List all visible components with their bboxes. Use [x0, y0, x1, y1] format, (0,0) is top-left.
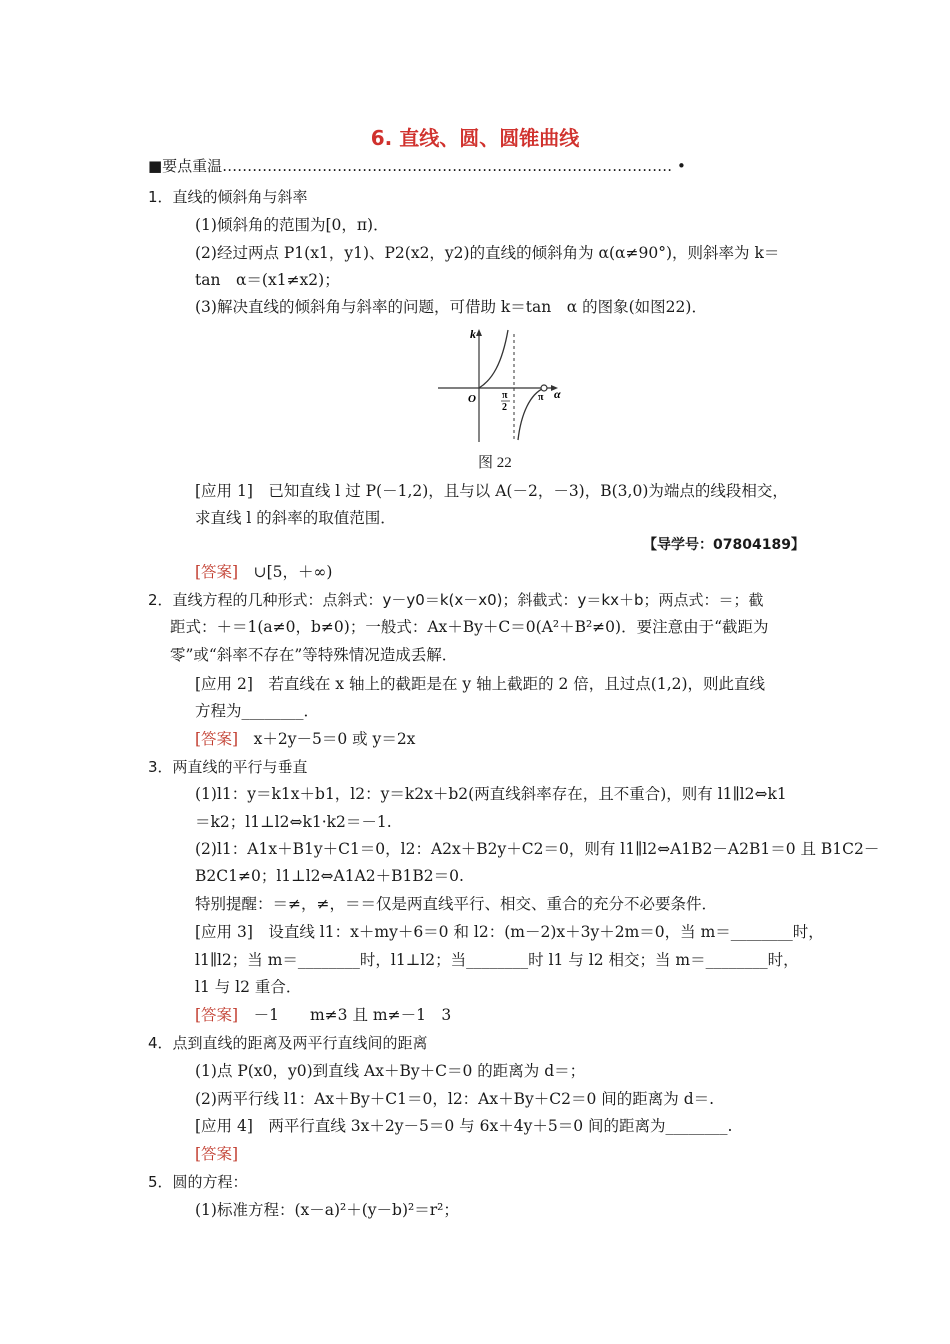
application-4: [应用 4] 两平行直线 3x＋2y－5＝0 与 6x＋4y＋5＝0 间的距离为________.: [195, 1117, 733, 1135]
answer-4: [195, 1144, 238, 1164]
answer-label: [答案]: [195, 1006, 239, 1024]
k-axis-label: k: [470, 327, 476, 341]
section-header-key-points: ■要点重温……………………………………………………………………………… •: [148, 157, 686, 175]
application-1-line-a: [应用 1] 已知直线 l 过 P(－1,2)，且与以 A(－2，－3)，B(3,0)为端点的线段相交，: [195, 482, 788, 500]
heading-distance: 4．点到直线的距离及两平行直线间的距离: [148, 1034, 428, 1052]
line-forms-line-3: 零”或“斜率不存在”等特殊情况造成丢解．: [170, 646, 458, 664]
heading-circle-equation: 5．圆的方程：: [148, 1173, 248, 1191]
line-forms-line-2: 距式：＋＝1(a≠0，b≠0)；一般式：Ax＋By＋C＝0(A²＋B²≠0)．要注意由于“截距为: [170, 618, 769, 636]
pi-tick-label: π: [538, 392, 544, 403]
answer-3: [195, 1005, 451, 1025]
answer-1: [195, 562, 332, 582]
paragraph-standard-form: (1)标准方程：(x－a)²＋(y－b)²＝r²；: [195, 1201, 459, 1219]
half-pi-denominator: 2: [502, 402, 507, 413]
application-3-line-b: l1∥l2；当 m＝________时，l1⊥l2；当________时 l1 与 l2 相交；当 m＝________时，: [195, 951, 799, 969]
application-2-line-a: [应用 2] 若直线在 x 轴上的截距是在 y 轴上截距的 2 倍，且过点(1,2)，则此直线: [195, 675, 766, 693]
line-forms-line-1: 2．直线方程的几种形式：点斜式：y－y0＝k(x－x0)；斜截式：y＝kx＋b；两点式：＝；截: [148, 591, 764, 609]
paragraph-parallel-lines-distance: (2)两平行线 l1：Ax＋By＋C1＝0，l2：Ax＋By＋C2＝0 间的距离为 d＝.: [195, 1090, 715, 1108]
figure-caption: 图 22: [478, 455, 512, 471]
application-3-line-a: [应用 3] 设直线 l1：x＋my＋6＝0 和 l2：(m－2)x＋3y＋2m＝0，当 m＝________时，: [195, 923, 824, 941]
answer-label: [答案]: [195, 730, 239, 748]
application-1-line-b: 求直线 l 的斜率的取值范围．: [195, 509, 396, 527]
half-pi-numerator: π: [502, 390, 508, 401]
guide-number: 【导学号：07804189】: [643, 537, 805, 553]
k-axis-arrow-icon: [476, 329, 482, 336]
application-2-line-b: 方程为________．: [195, 702, 320, 720]
answer-2: [195, 729, 415, 749]
paragraph-two-points-a: (2)经过两点 P1(x1，y1)、P2(x2，y2)的直线的倾斜角为 α(α≠90°)，则斜率为 k＝: [195, 244, 780, 262]
answer-text: ∪[5，＋∞): [253, 563, 333, 581]
answer-text: x＋2y－5＝0 或 y＝2x: [253, 730, 416, 748]
heading-inclination-slope: 1．直线的倾斜角与斜率: [148, 188, 308, 206]
paragraph-slope-condition-b: ＝k2；l1⊥l2⇔k1·k2＝－1.: [195, 813, 392, 831]
paragraph-point-line-distance: (1)点 P(x0，y0)到直线 Ax＋By＋C＝0 的距离为 d＝；: [195, 1062, 586, 1080]
answer-label: [答案]: [195, 1145, 239, 1163]
heading-parallel-perpendicular: 3．两直线的平行与垂直: [148, 758, 308, 776]
open-point-at-pi: [541, 385, 547, 391]
special-note: 特别提醒：＝≠，≠，＝＝仅是两直线平行、相交、重合的充分不必要条件．: [195, 895, 717, 913]
tan-branch-left: [479, 330, 508, 388]
paragraph-range: (1)倾斜角的范围为[0，π)．: [195, 216, 389, 234]
application-3-line-c: l1 与 l2 重合．: [195, 978, 302, 996]
paragraph-general-condition-a: (2)l1：A1x＋B1y＋C1＝0，l2：A2x＋B2y＋C2＝0，则有 l1∥l2⇔A1B2－A2B1＝0 且 B1C2－: [195, 840, 880, 858]
tangent-graph-figure: [432, 322, 564, 448]
paragraph-slope-condition-a: (1)l1：y＝k1x＋b1，l2：y＝k2x＋b2(两直线斜率存在，且不重合)，则有 l1∥l2⇔k1: [195, 785, 787, 803]
paragraph-two-points-b: tan α＝(x1≠x2)；: [195, 271, 340, 289]
origin-label: O: [468, 393, 476, 405]
answer-label: [答案]: [195, 563, 239, 581]
page-title: 6. 直线、圆、圆锥曲线: [370, 126, 580, 150]
paragraph-general-condition-b: B2C1≠0；l1⊥l2⇔A1A2＋B1B2＝0.: [195, 867, 464, 885]
answer-text: －1 m≠3 且 m≠－1 3: [253, 1006, 452, 1024]
paragraph-tan-graph: (3)解决直线的倾斜角与斜率的问题，可借助 k＝tan α 的图象(如图22)．: [195, 298, 707, 316]
alpha-axis-label: α: [554, 387, 561, 401]
